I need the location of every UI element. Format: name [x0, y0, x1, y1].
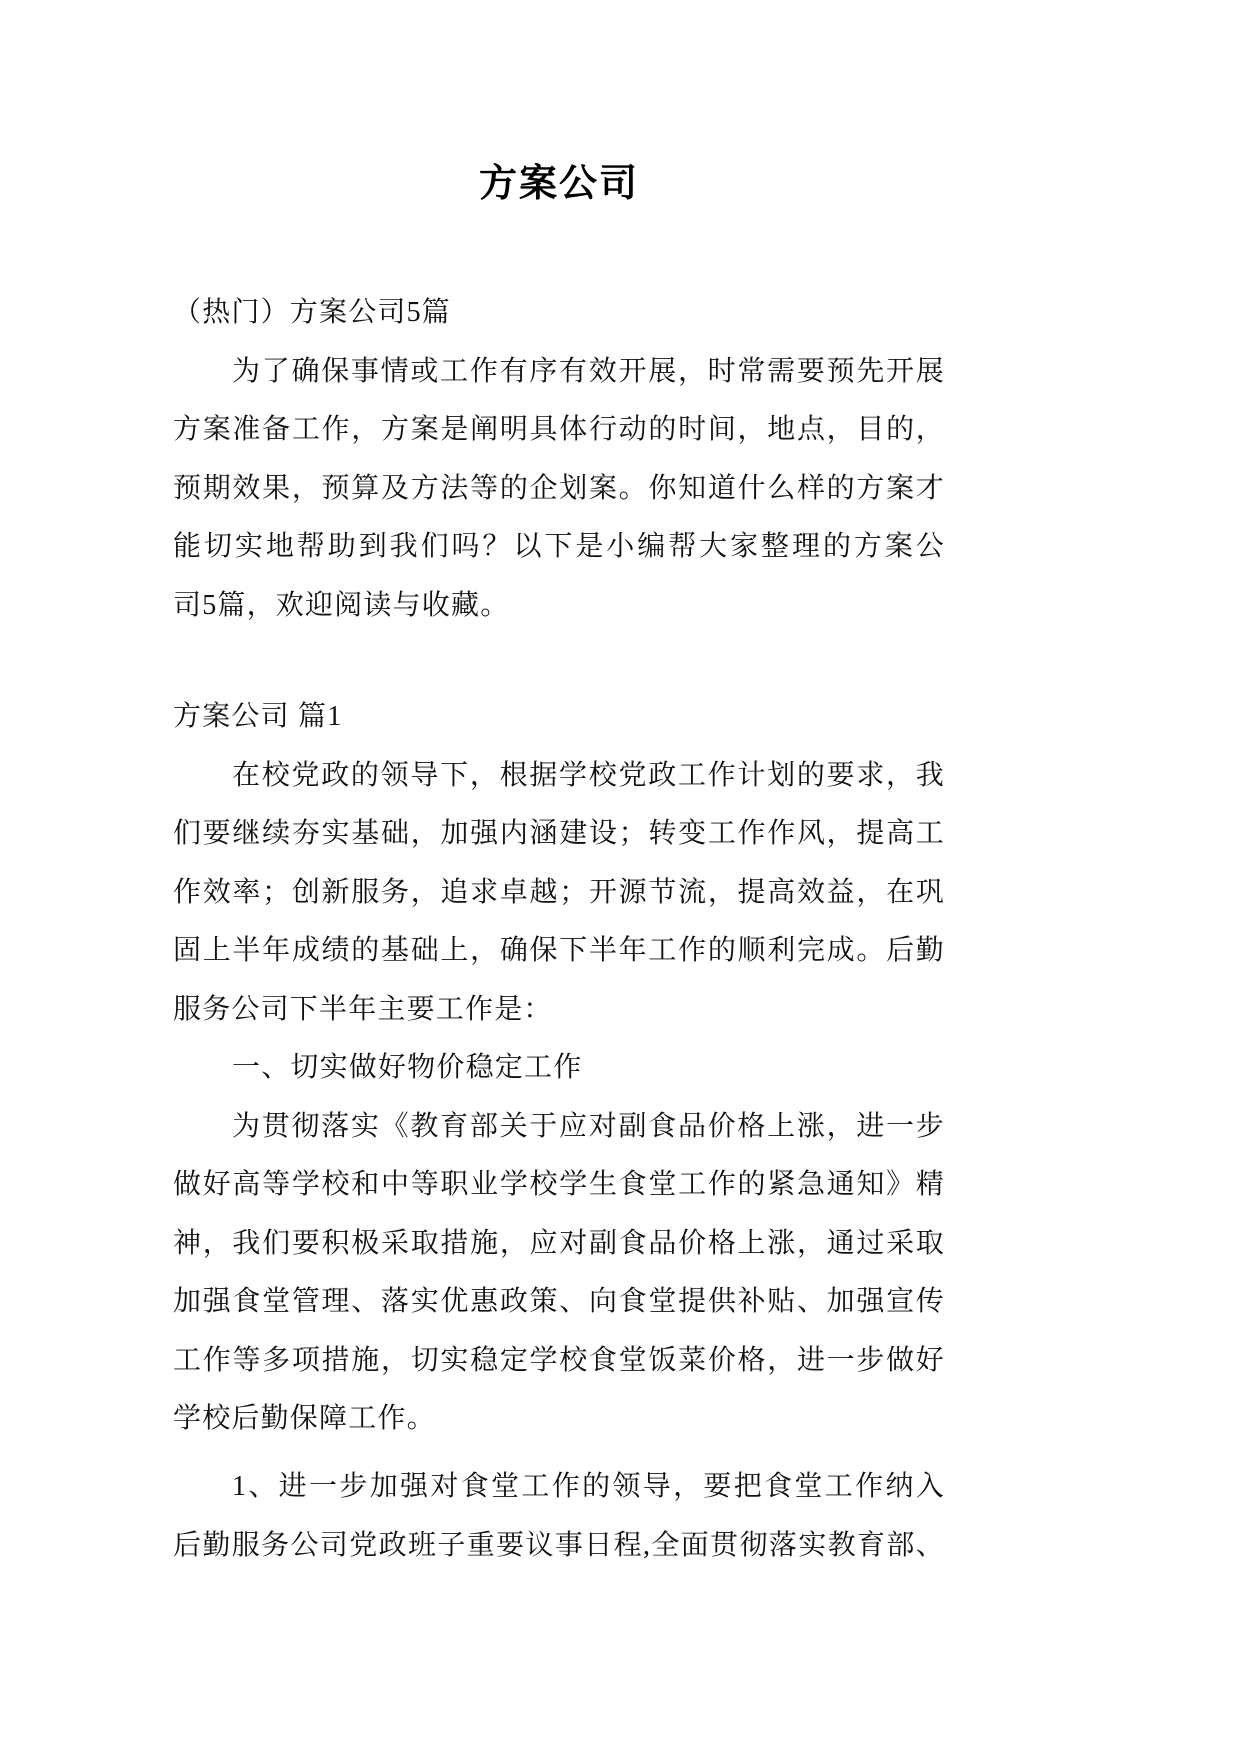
document-body: [173, 284, 945, 1575]
paragraph-line: 作效率；创新服务，追求卓越；开源节流，提高效益，在巩: [173, 876, 945, 908]
paragraph-line: 为了确保事情或工作有序有效开展，时常需要预先开展: [232, 355, 945, 387]
paragraph-line: 能切实地帮助到我们吗？以下是小编帮大家整理的方案公: [173, 531, 945, 562]
paragraph-line: 后勤服务公司党政班子重要议事日程,全面贯彻落实教育部、: [173, 1529, 945, 1561]
paragraph-line: 在校党政的领导下，根据学校党政工作计划的要求，我: [232, 759, 945, 791]
paragraph-line: 司5篇，欢迎阅读与收藏。: [173, 589, 510, 621]
paragraph-line: 神，我们要积极采取措施，应对副食品价格上涨，通过采取: [173, 1227, 945, 1259]
paragraph-line: 工作等多项措施，切实稳定学校食堂饭菜价格，进一步做好: [173, 1344, 945, 1376]
paragraph-line: 们要继续夯实基础，加强内涵建设；转变工作作风，提高工: [173, 818, 945, 849]
paragraph-line: 方案准备工作，方案是阐明具体行动的时间，地点，目的，: [173, 414, 945, 445]
numbered-paragraph: [173, 1458, 945, 1575]
paragraph-line: 做好高等学校和中等职业学校学生食堂工作的紧急通知》精: [173, 1169, 945, 1200]
body-paragraph: [173, 747, 945, 1040]
paragraph-line: 为贯彻落实《教育部关于应对副食品价格上涨，进一步: [232, 1110, 945, 1142]
subsection-heading: 一、切实做好物价稳定工作: [232, 1052, 583, 1083]
page-title: 方案公司: [478, 160, 639, 205]
paragraph-line: 加强食堂管理、落实优惠政策、向食堂提供补贴、加强宣传: [173, 1286, 945, 1317]
body-paragraph: [173, 1098, 945, 1449]
section-heading: 方案公司 篇1: [173, 701, 343, 732]
intro-paragraph: [173, 343, 945, 636]
document-subtitle: （热门）方案公司5篇: [173, 297, 452, 328]
paragraph-line: 1、进一步加强对食堂工作的领导，要把食堂工作纳入: [232, 1471, 945, 1502]
paragraph-line: 预期效果，预算及方法等的企划案。你知道什么样的方案才: [173, 472, 945, 504]
paragraph-line: 学校后勤保障工作。: [173, 1403, 436, 1434]
paragraph-line: 固上半年成绩的基础上，确保下半年工作的顺利完成。后勤: [173, 935, 945, 966]
paragraph-line: 服务公司下半年主要工作是：: [173, 993, 553, 1025]
